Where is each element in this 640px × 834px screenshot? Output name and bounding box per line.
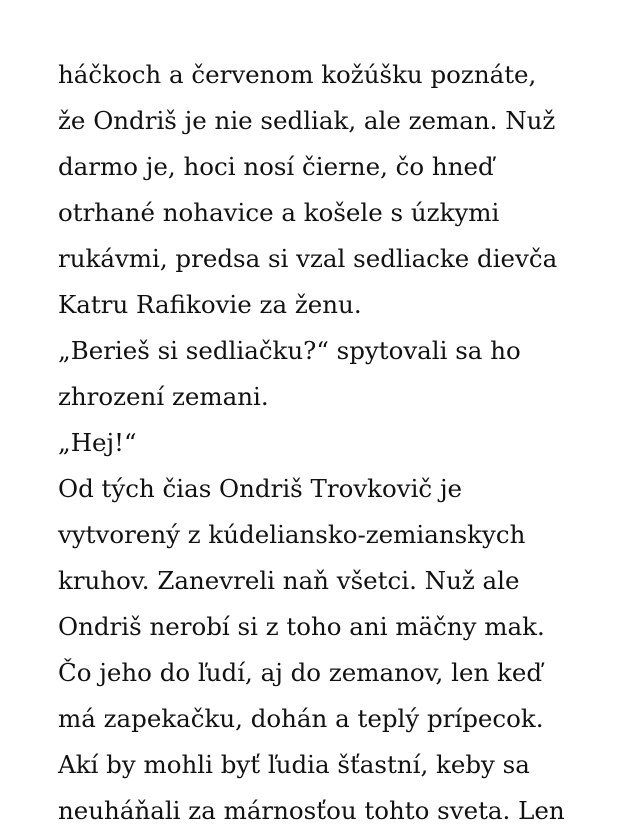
text-line-1: háčkoch a červenom kožúšku poznáte, — [58, 60, 537, 89]
page-text — [58, 52, 618, 834]
text-line-9: „Hej!“ — [58, 428, 137, 457]
text-line-5: rukávmi, predsa si vzal sedliacke dievča — [58, 244, 558, 273]
text-line-10: Od tých čias Ondriš Trovkovič je — [58, 474, 463, 503]
text-line-15: má zapekačku, dohán a teplý prípecok. — [58, 704, 544, 733]
text-line-6: Katru Rafikovie za ženu. — [58, 290, 362, 319]
text-line-8: zhrození zemani. — [58, 382, 269, 411]
text-line-11: vytvorený z kúdeliansko-zemianskych — [58, 520, 526, 549]
text-line-13: Ondriš nerobí si z toho ani mäčny mak. — [58, 612, 545, 641]
text-line-4: otrhané nohavice a košele s úzkymi — [58, 198, 500, 227]
text-line-7: „Berieš si sedliačku?“ spytovali sa ho — [58, 336, 521, 365]
text-line-3: darmo je, hoci nosí čierne, čo hneď — [58, 152, 494, 181]
text-line-16: Akí by mohli byť ľudia šťastní, keby sa — [58, 750, 530, 779]
text-line-2: že Ondriš je nie sedliak, ale zeman. Nuž — [58, 106, 556, 135]
text-line-17: neuháňali za márnosťou tohto sveta. Len — [58, 796, 565, 825]
text-line-12: kruhov. Zanevreli naň všetci. Nuž ale — [58, 566, 520, 595]
text-line-14: Čo jeho do ľudí, aj do zemanov, len keď — [58, 658, 543, 687]
